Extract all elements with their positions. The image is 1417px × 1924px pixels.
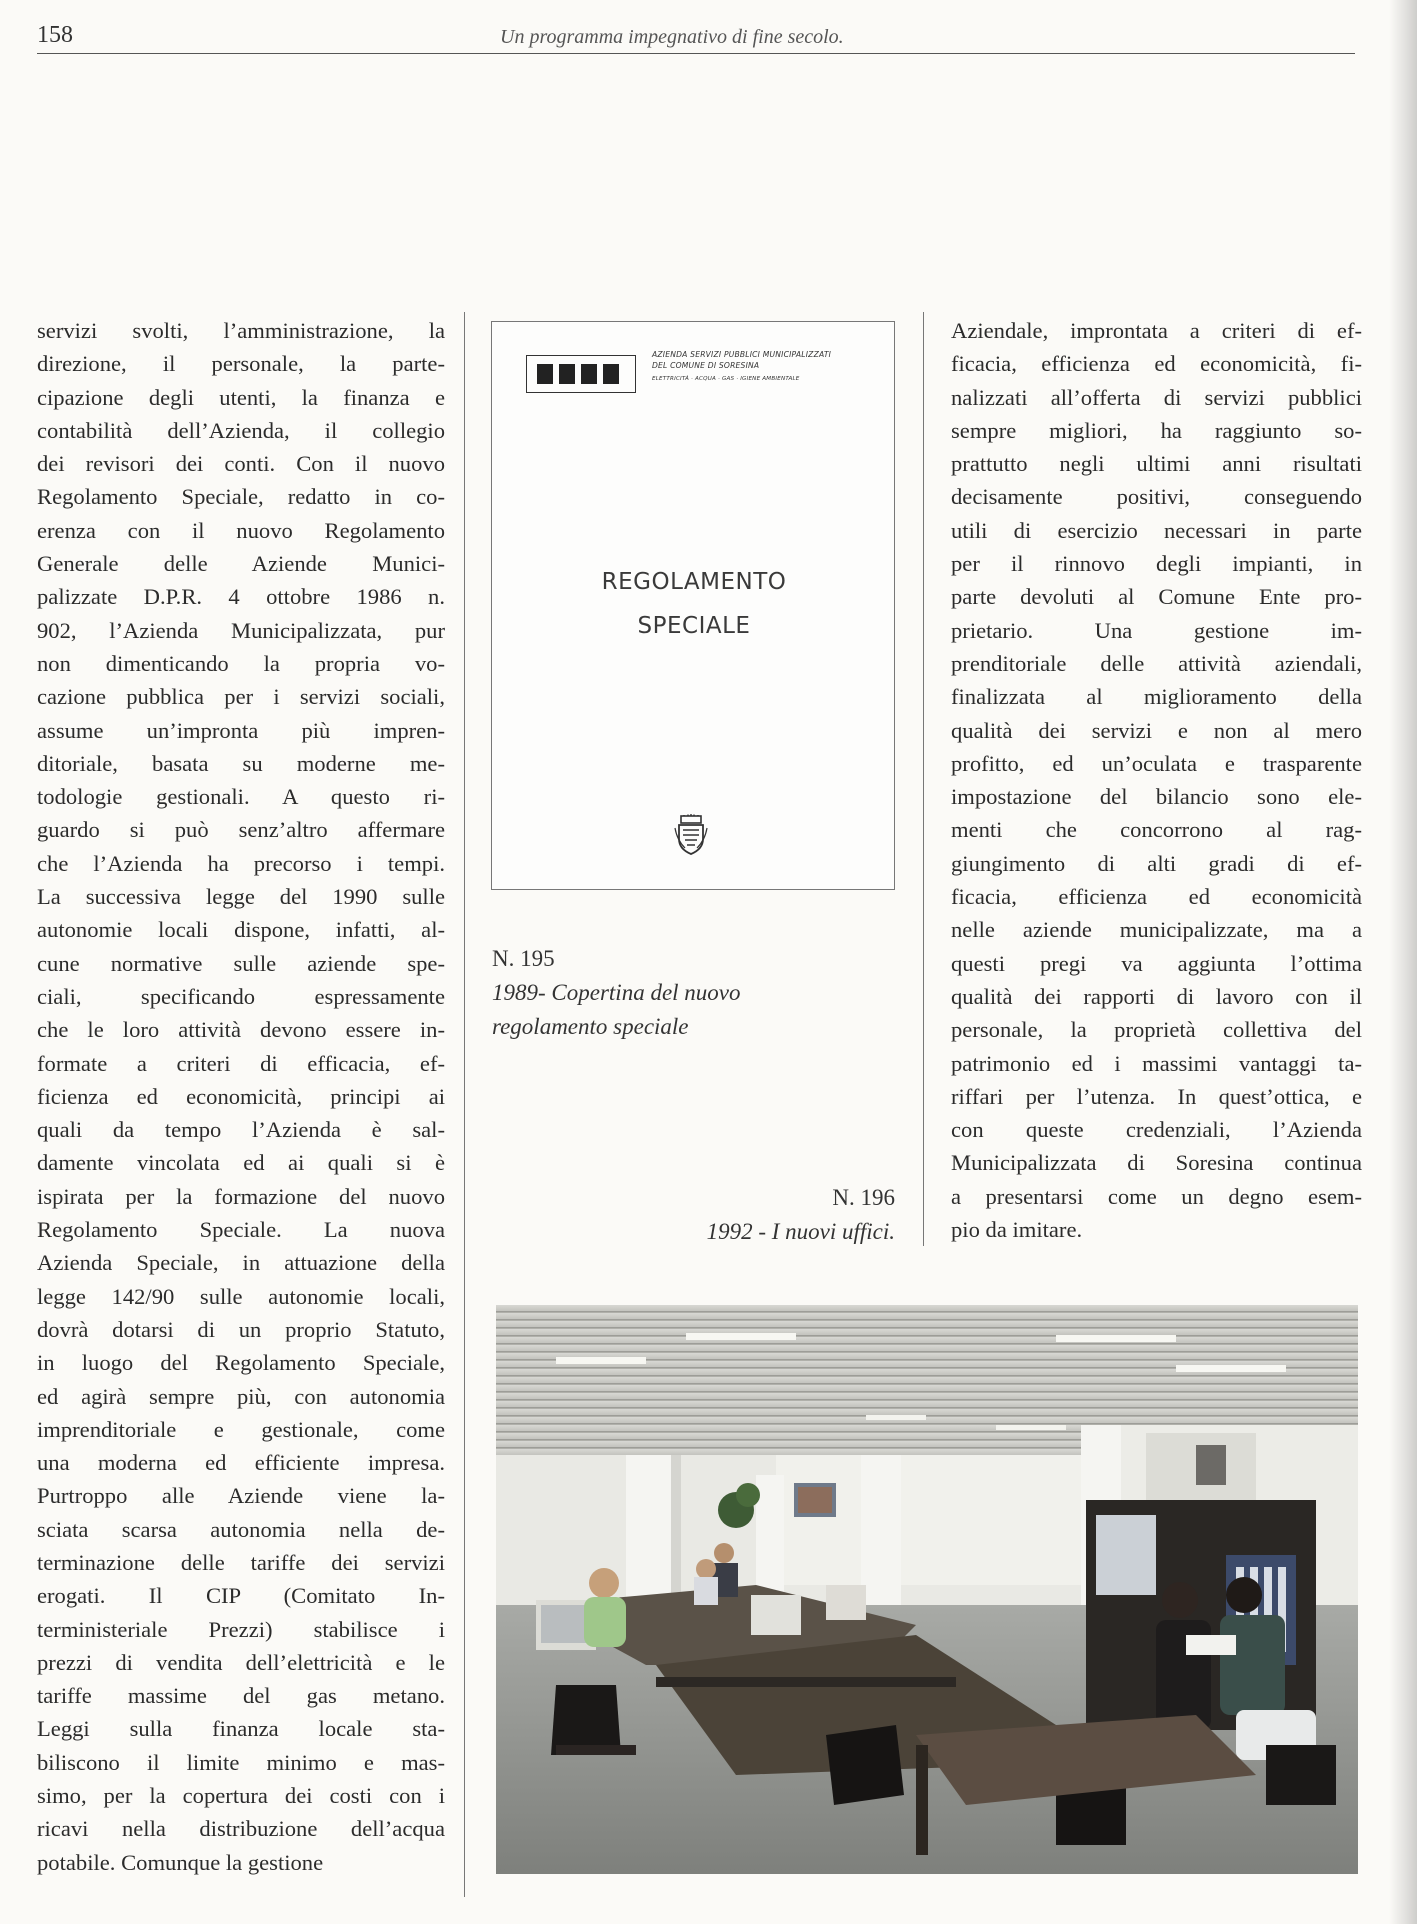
text-line: menti che concorrono al rag- <box>951 817 1362 843</box>
text-line: parte devoluti al Comune Ente pro- <box>951 584 1362 610</box>
caption-figure-195 <box>492 942 892 1044</box>
header-rule <box>37 53 1355 54</box>
text-line: guardo si può senz’altro affermare <box>37 817 445 843</box>
text-line: La successiva legge del 1990 sulle <box>37 884 445 910</box>
text-line: prenditoriale delle attività aziendali, <box>951 650 1362 676</box>
text-line: Aziendale, improntata a criteri di ef- <box>951 318 1362 343</box>
page-number: 158 <box>37 22 73 48</box>
text-line: ispirata per la formazione del nuovo <box>37 1183 445 1209</box>
text-line: che le loro attività devono essere in- <box>37 1017 445 1043</box>
text-line: per il rinnovo degli impianti, in <box>951 551 1362 577</box>
text-line: damente vincolata ed ai quali si è <box>37 1150 445 1176</box>
text-line: utili di esercizio necessari in parte <box>951 517 1362 543</box>
text-line: profitto, ed un’oculata e trasparente <box>951 750 1362 776</box>
caption-figure-196 <box>600 1181 895 1249</box>
caption-195-number: N. 195 <box>492 946 555 971</box>
caption-195-line-1: 1989- Copertina del nuovo <box>492 980 741 1005</box>
text-line: in luogo del Regolamento Speciale, <box>37 1350 445 1376</box>
text-line: questi pregi va aggiunta l’ottima <box>951 950 1362 976</box>
text-line: ficacia, efficienza ed economicità <box>951 884 1362 910</box>
text-line: riffari per l’utenza. In quest’ottica, e <box>951 1083 1362 1109</box>
text-line: ed agirà sempre più, con autonomia <box>37 1383 445 1409</box>
text-line: ficienza ed economicità, principi ai <box>37 1083 445 1109</box>
text-line: Regolamento Speciale, redatto in co- <box>37 484 445 510</box>
text-line: non dimenticando la propria vo- <box>37 650 445 676</box>
text-line: pio da imitare. <box>951 1217 1083 1243</box>
left-column-rule <box>464 312 465 1897</box>
text-line: Municipalizzata di Soresina continua <box>951 1150 1362 1176</box>
text-line: ciali, specificando espressamente <box>37 983 445 1009</box>
text-line: patrimonio ed i massimi vantaggi ta- <box>951 1050 1362 1076</box>
text-line: finalizzata al miglioramento della <box>951 684 1362 710</box>
text-line: che l’Azienda ha precorso i tempi. <box>37 850 445 876</box>
text-line: formate a criteri di efficacia, ef- <box>37 1050 445 1076</box>
caption-196-number: N. 196 <box>832 1185 895 1210</box>
text-line: erenza con il nuovo Regolamento <box>37 517 445 543</box>
asem-logo-mark <box>537 364 625 384</box>
text-line: Purtroppo alle Aziende viene la- <box>37 1483 445 1509</box>
text-line: Regolamento Speciale. La nuova <box>37 1217 445 1243</box>
cover-title-line-1: REGOLAMENTO <box>601 569 787 595</box>
text-line: potabile. Comunque la gestione <box>37 1849 324 1875</box>
text-line: sempre migliori, ha raggiunto so- <box>951 417 1362 443</box>
text-line: qualità dei rapporti di lavoro con il <box>951 983 1362 1009</box>
text-line: decisamente positivi, conseguendo <box>951 484 1362 510</box>
text-line: legge 142/90 sulle autonomie locali, <box>37 1283 445 1309</box>
text-line: prattutto negli ultimi anni risultati <box>951 451 1362 477</box>
text-line: quali da tempo l’Azienda è sal- <box>37 1117 445 1143</box>
text-line: contabilità dell’Azienda, il collegio <box>37 417 445 443</box>
text-line: autonomie locali dispone, infatti, al- <box>37 917 445 943</box>
text-line: palizzate D.P.R. 4 ottobre 1986 n. <box>37 584 445 610</box>
text-line: cipazione degli utenti, la finanza e <box>37 384 445 410</box>
cover-organization <box>652 349 882 385</box>
text-line: una moderna ed efficiente impresa. <box>37 1450 445 1476</box>
text-line: Generale delle Aziende Munici- <box>37 551 445 577</box>
text-line: impostazione del bilancio sono ele- <box>951 784 1362 810</box>
text-line: con queste credenziali, l’Azienda <box>951 1117 1362 1143</box>
text-line: tariffe massime del gas metano. <box>37 1683 445 1709</box>
text-line: prezzi di vendita dell’elettricità e le <box>37 1649 445 1675</box>
text-line: a presentarsi come un degno esem- <box>951 1183 1362 1209</box>
text-line: dei revisori dei conti. Con il nuovo <box>37 451 445 477</box>
text-line: nelle aziende municipalizzate, ma a <box>951 917 1362 943</box>
text-line: terministeriale Prezzi) stabilisce i <box>37 1616 445 1642</box>
office-photo <box>496 1305 1358 1874</box>
office-photo-illustration <box>496 1305 1358 1874</box>
running-head: Un programma impegnativo di fine secolo. <box>500 26 844 48</box>
asem-logo <box>526 355 636 393</box>
left-text-column <box>37 314 445 1879</box>
text-line: Leggi sulla finanza locale sta- <box>37 1716 445 1742</box>
cover-org-line-1: AZIENDA SERVIZI PUBBLICI MUNICIPALIZZATI <box>652 350 832 359</box>
text-line: todologie gestionali. A questo ri- <box>37 784 445 810</box>
cover-org-line-3: ELETTRICITÀ · ACQUA · GAS · IGIENE AMBIENTALE <box>652 376 800 382</box>
text-line: dovrà dotarsi di un proprio Statuto, <box>37 1316 445 1342</box>
text-line: personale, la proprietà collettiva del <box>951 1017 1362 1043</box>
soresina-crest-icon <box>673 814 709 856</box>
cover-org-line-2: DEL COMUNE DI SORESINA <box>652 361 760 370</box>
right-text-column <box>951 314 1362 1246</box>
text-line: prietario. Una gestione im- <box>951 617 1362 643</box>
text-line: 902, l’Azienda Municipalizzata, pur <box>37 617 445 643</box>
text-line: direzione, il personale, la parte- <box>37 351 445 377</box>
text-line: cazione pubblica per i servizi sociali, <box>37 684 445 710</box>
text-line: simo, per la copertura dei costi con i <box>37 1783 445 1809</box>
text-line: nalizzati all’offerta di servizi pubblici <box>951 384 1362 410</box>
text-line: sciata scarsa autonomia nella de- <box>37 1516 445 1542</box>
caption-196-line-1: 1992 - I nuovi uffici. <box>706 1219 895 1244</box>
text-line: cune normative sulle aziende spe- <box>37 950 445 976</box>
text-line: Azienda Speciale, in attuazione della <box>37 1250 445 1276</box>
regolamento-cover-image <box>491 321 895 890</box>
text-line: ficacia, efficienza ed economicità, fi- <box>951 351 1362 377</box>
right-column-rule <box>923 312 924 1246</box>
text-line: ricavi nella distribuzione dell’acqua <box>37 1816 445 1842</box>
text-line: erogati. Il CIP (Comitato In- <box>37 1583 445 1609</box>
text-line: assume un’impronta più impren- <box>37 717 445 743</box>
text-line: ditoriale, basata su moderne me- <box>37 750 445 776</box>
caption-195-line-2: regolamento speciale <box>492 1014 689 1039</box>
text-line: qualità dei servizi e non al mero <box>951 717 1362 743</box>
text-line: imprenditoriale e gestionale, come <box>37 1416 445 1442</box>
text-line: giungimento di alti gradi di ef- <box>951 850 1362 876</box>
text-line: biliscono il limite minimo e mas- <box>37 1749 445 1775</box>
cover-title <box>492 560 896 648</box>
cover-title-line-2: SPECIALE <box>637 613 751 639</box>
page-edge-shadow <box>1389 0 1417 1924</box>
text-line: servizi svolti, l’amministrazione, la <box>37 318 445 343</box>
text-line: terminazione delle tariffe dei servizi <box>37 1549 445 1575</box>
